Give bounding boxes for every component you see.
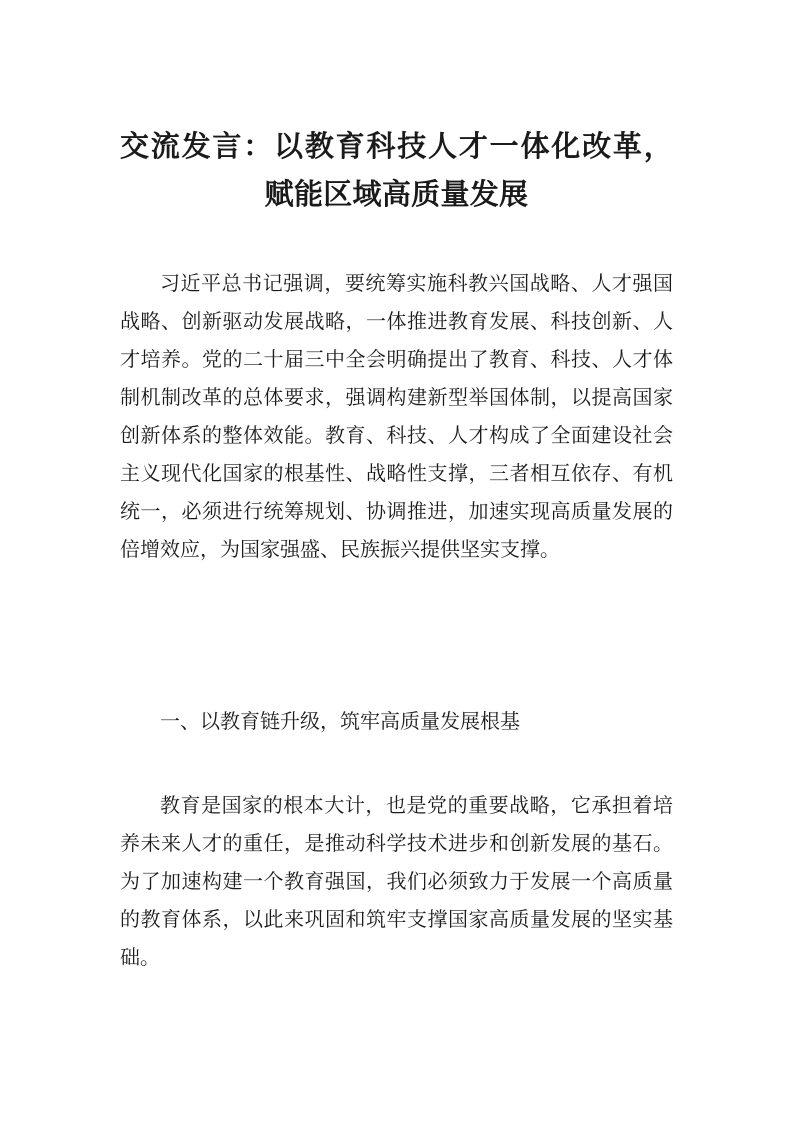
intro-paragraph: 习近平总书记强调，要统筹实施科教兴国战略、人才强国战略、创新驱动发展战略，一体推进教育发展、科技创新、人才培养。党的二十届三中全会明确提出了教育、科技、人才体制机制改革的总体要求，强调构建新型举国体制，以提高国家创新体系的整体效能。教育、科技、人才构成了全面建设社会主义现代化国家的根基性、战略性支撑，三者相互依存、有机统一，必须进行统筹规划、协调推进，加速实现高质量发展的倍增效应，为国家强盛、民族振兴提供坚实支撑。 [120, 271, 673, 561]
document-title: 交流发言：以教育科技人才一体化改革，赋能区域高质量发展 [120, 129, 673, 211]
section-paragraph: 教育是国家的根本大计，也是党的重要战略，它承担着培养未来人才的重任，是推动科学技术进步和创新发展的基石。为了加速构建一个教育强国，我们必须致力于发展一个高质量的教育体系，以此来巩固和筑牢支撑国家高质量发展的坚实基础。 [120, 793, 673, 969]
section-heading: 一、以教育链升级，筑牢高质量发展根基 [160, 709, 520, 733]
